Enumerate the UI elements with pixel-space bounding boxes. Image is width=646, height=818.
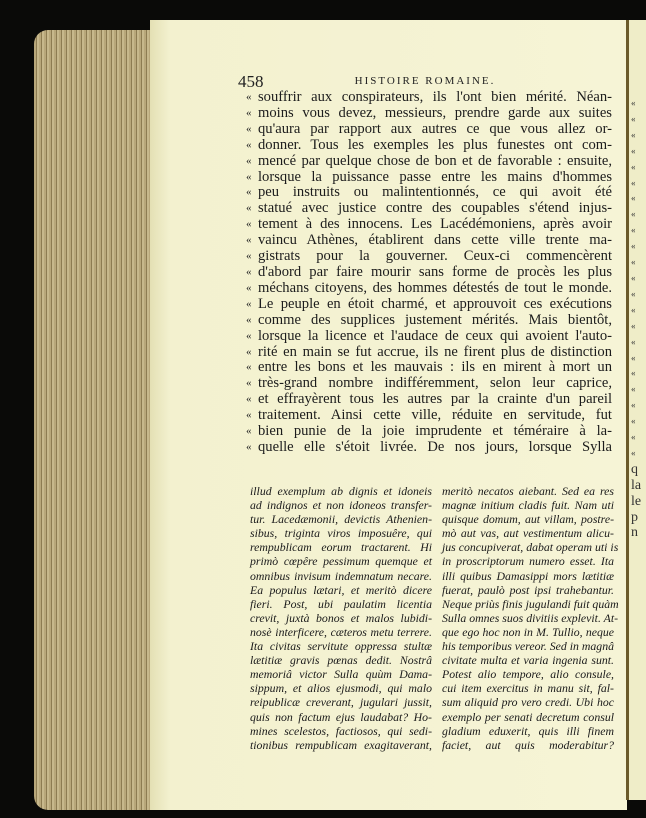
quote-mark: «	[631, 98, 636, 108]
footnote-line: Ita civitas servitute oppressa stultæ	[250, 639, 432, 654]
footnote-line: in proscriptorum numero esset. Ita	[442, 554, 614, 569]
footnote-left-column	[250, 484, 432, 752]
footnote-line: gladium eduxerit, quis illi finem	[442, 723, 614, 738]
quote-mark: «	[246, 409, 252, 422]
footnote-line: crevit, juxtà bonos et malos lubidi-	[250, 610, 432, 625]
text-line	[246, 201, 612, 217]
text-line	[246, 249, 612, 265]
text-line-content: comme des supplices justement mérités. Mais bientôt,	[258, 311, 612, 328]
quote-mark: «	[246, 281, 252, 294]
text-line-content: entre les bons et les mauvais : ils en mirent à mort un	[258, 359, 612, 376]
text-line-content: moins vous devez, messieurs, prendre garde aux suites	[258, 104, 612, 121]
quote-mark: «	[631, 272, 636, 283]
quote-mark: «	[631, 368, 636, 379]
text-line-content: gistrats pour la gouverner. Ceux-ci commencèrent	[258, 248, 612, 265]
quote-mark: «	[631, 161, 636, 172]
footnote-line: rempublicam eorum tractarent. Hi	[250, 540, 432, 555]
text-line	[246, 376, 612, 392]
footnote-line: ad indignos et non idoneos transfer-	[250, 498, 432, 513]
quote-mark: «	[246, 106, 252, 119]
quote-mark: «	[246, 313, 252, 326]
text-line-content: traitement. Ainsi cette ville, réduite en servitude, fut	[258, 407, 612, 424]
footnote-right-column	[442, 484, 619, 752]
text-line-content: peu instruits ou malintentionnés, ce qui avoit été	[258, 184, 612, 201]
footnote-line: civitate multa et varia ingenia sunt.	[442, 653, 614, 668]
footnote-line: memoriâ victor Sulla quùm Dama-	[250, 667, 432, 682]
footnote-line: sibus, triginta viros imposuêre, qui	[250, 526, 432, 541]
text-line-content: mencé par quelque chose de bon et de favorable : ensuite,	[258, 152, 612, 169]
quote-mark: «	[246, 250, 252, 263]
text-line	[246, 154, 612, 170]
next-page-line-fragment: le	[631, 493, 642, 509]
next-page-line-fragment: n	[631, 525, 638, 541]
next-page-line-fragment: q	[631, 461, 638, 477]
page-number: 458	[238, 72, 264, 91]
text-line	[246, 265, 612, 281]
text-line-content: bien punie de la joie imprudente et téméraire à la-	[258, 423, 612, 440]
quote-mark: «	[631, 113, 636, 124]
quote-mark: «	[631, 209, 636, 220]
footnote-line: Neque priùs finis jugulandi fuit quàm	[442, 596, 619, 611]
footnote-line: lætitiæ gravis pœnas dedit. Nostrâ	[250, 653, 432, 668]
quote-mark: «	[246, 361, 252, 374]
next-page-line-fragment: p	[631, 509, 638, 525]
text-line	[246, 360, 612, 376]
footnote-line: primò cœpêre pessimum quemque et	[250, 554, 432, 569]
text-line-content: lorsque la licence et l'audace de ceux qui avoient l'auto-	[258, 327, 612, 344]
text-line-content: d'abord par faire mourir sans forme de procès les plus	[258, 263, 612, 280]
quote-mark: «	[631, 384, 636, 395]
quote-mark: «	[246, 297, 252, 310]
quote-mark: «	[246, 91, 252, 103]
text-line-content: lorsque la puissance passe entre les mains d'hommes	[258, 168, 612, 185]
footnote-line: illud exemplum ab dignis et idoneis	[250, 484, 432, 498]
footnote-line: Ea populus lætari, et meritò dicere	[250, 582, 432, 597]
text-line	[246, 138, 612, 154]
text-line	[246, 281, 612, 297]
footnote-line: fieri. Post, ubi paulatim licentia	[250, 596, 432, 611]
footnote-line: magnæ initium cladis fuit. Nam uti	[442, 498, 614, 513]
footnote-line: mines scelestos, factiosos, qui sedi-	[250, 723, 432, 738]
quote-mark: «	[631, 241, 636, 252]
quote-mark: «	[246, 329, 252, 342]
quote-mark: «	[246, 138, 252, 151]
quote-mark: «	[631, 225, 636, 236]
quote-mark: «	[246, 122, 252, 135]
text-line	[246, 90, 612, 106]
text-line-content: vaincu Athènes, établirent dans cette ville trente ma-	[258, 232, 612, 249]
text-line	[246, 185, 612, 201]
text-line	[246, 313, 612, 329]
footnote-line: meritò necatos aiebant. Sed ea res	[442, 484, 614, 498]
quote-mark: «	[631, 336, 636, 347]
footnote-line: illi quibus Damasippi mors lætitiæ	[442, 568, 614, 583]
book-page-edges	[34, 30, 152, 810]
footnote-line: cui item exercitus in manu sit, fal-	[442, 681, 614, 696]
text-line	[246, 122, 612, 138]
quote-mark: «	[631, 352, 636, 363]
quote-mark: «	[631, 288, 636, 299]
text-line	[246, 170, 612, 186]
main-text	[246, 90, 612, 456]
text-line-content: très-grand nombre indifféremment, selon leur caprice,	[258, 375, 612, 392]
footnote-line: sippum, et alios ejusmodi, qui malo	[250, 681, 432, 696]
text-line-content: et effrayèrent tous les autres par la crainte d'un pareil	[258, 391, 612, 408]
footnote-line: mò aut vas, aut vestimentum alicu-	[442, 526, 614, 541]
quote-mark: «	[631, 400, 636, 411]
footnote-line: que ego hoc non in M. Tullio, neque	[442, 624, 614, 639]
text-line	[246, 297, 612, 313]
footnote-line: omnibus invisum indemnatum necare.	[250, 568, 432, 583]
text-line	[246, 329, 612, 345]
footnote-line: reipublicæ creverant, jugulari jussit,	[250, 695, 432, 710]
footnote-line: Potest alio tempore, alio consule,	[442, 667, 614, 682]
quote-mark: «	[246, 265, 252, 278]
page-header	[238, 72, 612, 90]
quote-mark: «	[246, 393, 252, 406]
quote-mark: «	[246, 202, 252, 215]
quote-mark: «	[246, 234, 252, 247]
text-line-content: méchans citoyens, des hommes détestés de tout le monde.	[258, 279, 612, 296]
quote-mark: «	[631, 193, 636, 204]
text-line-content: statué avec justice contre des coupables s'étend injus-	[258, 200, 612, 217]
quote-mark: «	[631, 304, 636, 315]
next-page-text	[631, 96, 641, 541]
footnote-line: tur. Lacedæmonii, devictis Athenien-	[250, 512, 432, 527]
quote-mark: «	[246, 186, 252, 199]
footnote-line: faciet, aut quis moderabitur?	[442, 737, 614, 752]
footnote-line: jus concupiverat, dabat operam uti is	[442, 540, 619, 555]
quote-mark: «	[246, 170, 252, 183]
text-line	[246, 408, 612, 424]
text-line-content: Le peuple en étoit charmé, et approuvoit ces exécutions	[258, 295, 612, 312]
quote-mark: «	[631, 177, 636, 188]
text-line	[246, 392, 612, 408]
footnote-line: nosè interficere, cæteros metu terrere.	[250, 624, 432, 639]
footnote-line: his temporibus vereor. Sed in magnâ	[442, 639, 614, 654]
text-line-content: tement à des innocens. Les Lacédémoniens, après avoir	[258, 216, 612, 233]
quote-mark: «	[246, 425, 252, 438]
quote-mark: «	[631, 447, 636, 458]
text-line	[246, 440, 612, 456]
text-line	[246, 233, 612, 249]
text-line-content: souffrir aux conspirateurs, ils l'ont bien mérité. Néan-	[258, 89, 612, 105]
footnote-line: sum aliquid pro vero credi. Ubi hoc	[442, 695, 614, 710]
running-title: HISTOIRE ROMAINE.	[354, 75, 496, 87]
quote-mark: «	[246, 154, 252, 167]
text-line-content: rité en main se fut accrue, ils ne firent plus de distinction	[258, 343, 612, 360]
footnote-line: exemplo per senati decretum consul	[442, 709, 614, 724]
text-line-content: donner. Tous les exemples les plus funestes ont com-	[258, 136, 612, 153]
quote-mark: «	[246, 440, 252, 453]
quote-mark: «	[246, 345, 252, 358]
footnote-line: Sulla omnes suos divitiis explevit. At-	[442, 610, 619, 625]
quote-mark: «	[631, 320, 636, 331]
text-line	[246, 106, 612, 122]
footnote-line: tionibus rempublicam exagitaverant,	[250, 737, 432, 752]
text-line	[246, 217, 612, 233]
quote-mark: «	[631, 145, 636, 156]
quote-mark: «	[631, 257, 636, 268]
quote-mark: «	[246, 218, 252, 231]
next-page-line-fragment: la	[631, 477, 642, 493]
text-line	[246, 345, 612, 361]
quote-mark: «	[246, 377, 252, 390]
footnote-line: quisque domum, aut villam, postre-	[442, 512, 614, 527]
quote-mark: «	[631, 129, 636, 140]
quote-mark: «	[631, 432, 636, 443]
text-line-content: qu'aura par rapport aux autres ce que vous allez or-	[258, 120, 612, 137]
quote-mark: «	[631, 416, 636, 427]
text-line-content: quelle elle s'étoit livrée. De nos jours, lorsque Sylla	[258, 438, 612, 455]
footnote-line: fuerat, paulò post ipsi trahebantur.	[442, 582, 614, 597]
text-line	[246, 424, 612, 440]
footnote-line: quis non factum ejus laudabat? Ho-	[250, 709, 432, 724]
